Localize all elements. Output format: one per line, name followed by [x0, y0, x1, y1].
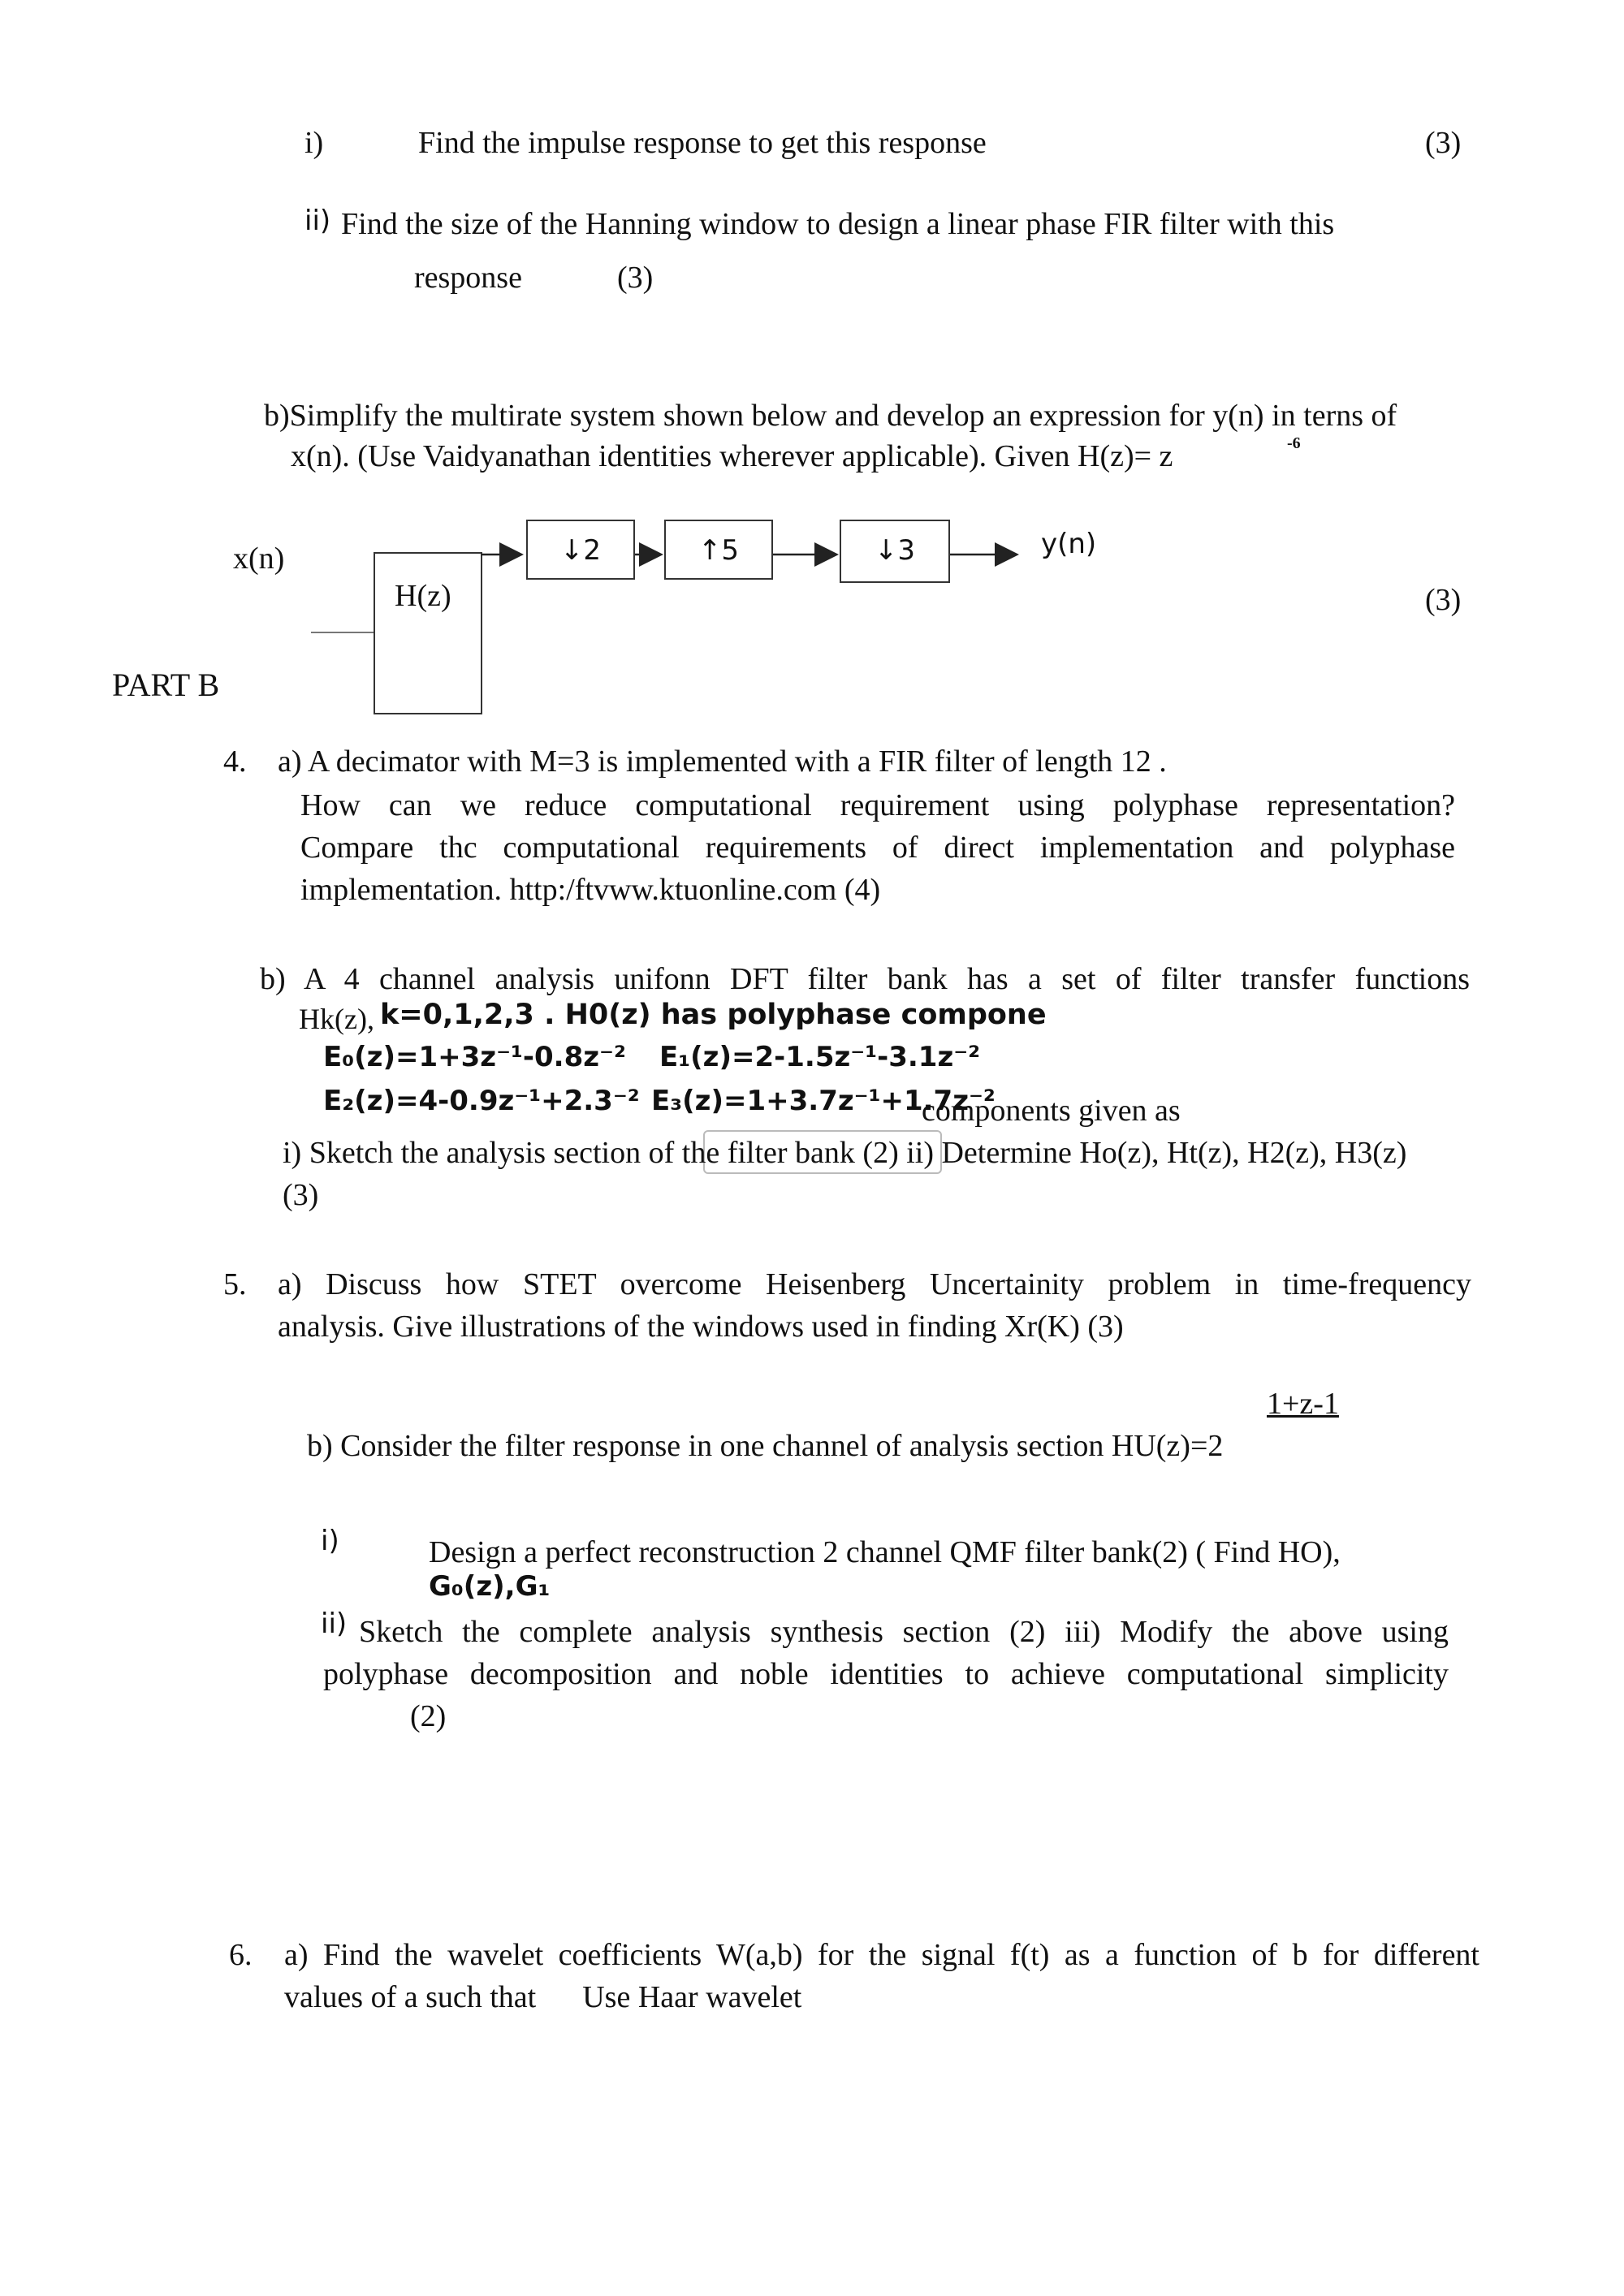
q4b-line1: b) A 4 channel analysis unifonn DFT filter bank has a set of filter transfer functions [260, 962, 1470, 996]
q4b-hk-prefix: Hk(z), [299, 1003, 374, 1035]
q6a-line2: values of a such that Use Haar wavelet [284, 1980, 802, 2014]
q6a-line1: a) Find the wavelet coefficients W(a,b) for the signal f(t) as a function of b for different [284, 1938, 1479, 1972]
upsample-5-block [664, 520, 773, 580]
q3a-ii-label: ii) [304, 205, 331, 237]
q4b-i-marks: (3) [283, 1178, 319, 1212]
q3a-i-label: i) [304, 126, 324, 160]
upsample-5-label: ↑5 [698, 534, 740, 567]
q3b-line2: x(n). (Use Vaidyanathan identities wherever applicable). Given H(z)= z [291, 439, 1173, 473]
q4b-i: i) Sketch the analysis section of the filter bank (2) ii) Determine Ho(z), Ht(z), H2(z), H3(z) [283, 1136, 1407, 1170]
q4a-line3: Compare thc computational requirements of direct implementation and polyphase [300, 831, 1455, 865]
q4-number: 4. [223, 744, 247, 779]
q4b-components: components given as [922, 1094, 1181, 1128]
q3a-ii-marks: (3) [617, 261, 654, 295]
q3a-ii-line2: response [414, 261, 522, 295]
q4b-line2: k=0,1,2,3 . H0(z) has polyphase compone [380, 999, 1047, 1031]
q3a-ii-line1: Find the size of the Hanning window to design a linear phase FIR filter with this [341, 207, 1335, 241]
q5-number: 5. [223, 1267, 247, 1301]
q5b-fraction-numerator: 1+z-1 [1267, 1387, 1339, 1421]
q5b-ii-line1: Sketch the complete analysis synthesis section (2) iii) Modify the above using [359, 1615, 1449, 1649]
polyphase-e0: E₀(z)=1+3z⁻¹-0.8z⁻² [323, 1041, 626, 1073]
downsample-3-label: ↓3 [874, 534, 916, 567]
downsample-2-label: ↓2 [559, 534, 602, 567]
q3a-i-marks: (3) [1425, 126, 1462, 160]
polyphase-e2: E₂(z)=4-0.9z⁻¹+2.3⁻² [323, 1085, 640, 1117]
diagram-input-label: x(n) [233, 542, 285, 576]
q5b-ii-marks: (2) [410, 1699, 447, 1733]
hz-label: H(z) [395, 579, 451, 613]
q4a-line1: a) A decimator with M=3 is implemented with a FIR filter of length 12 . [278, 744, 1167, 779]
q3b-line1: b)Simplify the multirate system shown below and develop an expression for y(n) in terns of [264, 399, 1397, 433]
downsample-3-block [840, 520, 950, 583]
q5b-line: b) Consider the filter response in one channel of analysis section HU(z)=2 [307, 1429, 1224, 1463]
q5b-i-label: i) [321, 1525, 339, 1557]
q5a-line2: analysis. Give illustrations of the windows used in finding Xr(K) (3) [278, 1310, 1124, 1344]
q3a-i-text: Find the impulse response to get this response [418, 126, 987, 160]
q4a-line4: implementation. http:/ftvww.ktuonline.com (4) [300, 873, 881, 907]
part-b-heading: PART B [112, 667, 220, 703]
polyphase-e1: E₁(z)=2-1.5z⁻¹-3.1z⁻² [659, 1041, 981, 1073]
q5a-line1: a) Discuss how STET overcome Heisenberg Uncertainity problem in time-frequency [278, 1267, 1471, 1301]
polyphase-e3: E₃(z)=1+3.7z⁻¹+1.7z⁻² [651, 1085, 996, 1117]
q5b-ii-line2: polyphase decomposition and noble identities to achieve computational simplicity [323, 1657, 1449, 1691]
q5b-i-text2: G₀(z),G₁ [429, 1570, 551, 1603]
downsample-2-block [526, 520, 635, 580]
q3b-marks: (3) [1425, 583, 1462, 617]
q5b-i-text: Design a perfect reconstruction 2 channel QMF filter bank(2) ( Find HO), [429, 1535, 1341, 1569]
diagram-output-label: y(n) [1041, 528, 1097, 560]
q3b-exponent: -6 [1287, 434, 1301, 452]
q6-number: 6. [229, 1938, 253, 1972]
diagram-arrows [0, 0, 1624, 731]
q5b-ii-label: ii) [321, 1608, 348, 1640]
q4a-line2: How can we reduce computational requirement using polyphase representation? [300, 788, 1455, 822]
